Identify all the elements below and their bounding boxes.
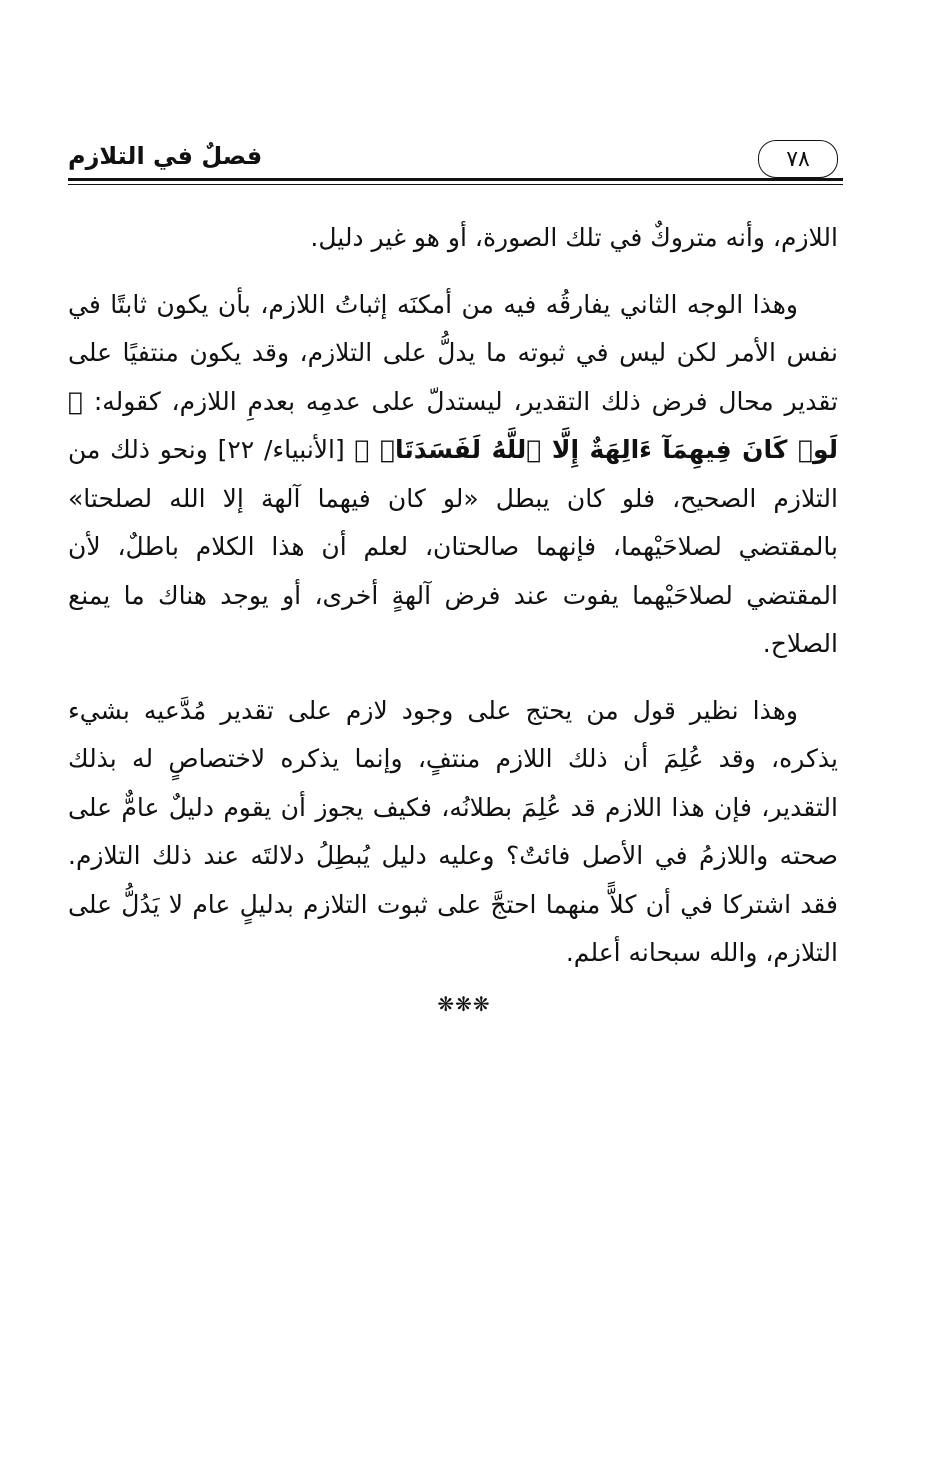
paragraph-continuation: اللازم، وأنه متروكٌ في تلك الصورة، أو هو غير دليل. (310, 223, 838, 252)
paragraph-analogy: وهذا نظير قول من يحتج على وجود لازم على تقدير مُدَّعيه بشيء يذكره، وقد عُلِمَ أن ذلك اللازم منتفٍ، وإنما يذكره لاختصاصٍ له بذلك التقدير، فإن هذا اللازم قد عُلِمَ بطلانُه، فكيف يجوز أن يقوم دليلٌ عامٌّ على صحته واللازمُ في الأصل فائتٌ؟ وعليه دليل يُبطِلُ دلالتَه عند ذلك التلازم. فقد اشتركا في أن كلاًّ منهما احتجَّ على ثبوت التلازم بدليلٍ عام لا يَدُلُّ على التلازم، والله سبحانه أعلم. (68, 695, 838, 967)
section-separator: ❋❋❋ (437, 992, 491, 1016)
body-text (68, 214, 838, 978)
quran-verse: ﴿ لَوۡ كَانَ فِيهِمَآ ءَالِهَةٌ إِلَّا ٱللَّهُ لَفَسَدَتَاۚ ﴾ (68, 386, 839, 464)
page-number (758, 140, 838, 178)
paragraph-text-before-verse: وهذا الوجه الثاني يفارقُه فيه من أمكنَه إثباتُ اللازم، بأن يكون ثابتًا في نفس الأمر لكن ليس في ثبوته ما يدلُّ على التلازم، وقد يكون منتفيًا على تقدير محال فرض ذلك التقدير، ليستدلّ على عدمِه بعدمِ اللازم، كقوله: (68, 289, 838, 416)
page-number-text: ٧٨ (786, 146, 810, 172)
paragraph-text-after-verse: [الأنبياء/ ٢٢] ونحو ذلك من التلازم الصحيح، فلو كان يبطل «لو كان فيهما آلهة إلا الله لصلحتا» بالمقتضي لصلاحَيْهما، فإنهما صالحتان، لعلم أن هذا الكلام باطلٌ، لأن المقتضي لصلاحَيْهما يفوت عند فرض آلهةٍ أخرى، أو يوجد هناك ما يمنع الصلاح. (68, 435, 838, 658)
header-rule-thick (68, 178, 843, 181)
running-title: فصلٌ في التلازم (68, 142, 263, 170)
page-header (68, 140, 838, 180)
paragraph-second-aspect (68, 281, 838, 669)
header-rule-thin (68, 184, 843, 185)
